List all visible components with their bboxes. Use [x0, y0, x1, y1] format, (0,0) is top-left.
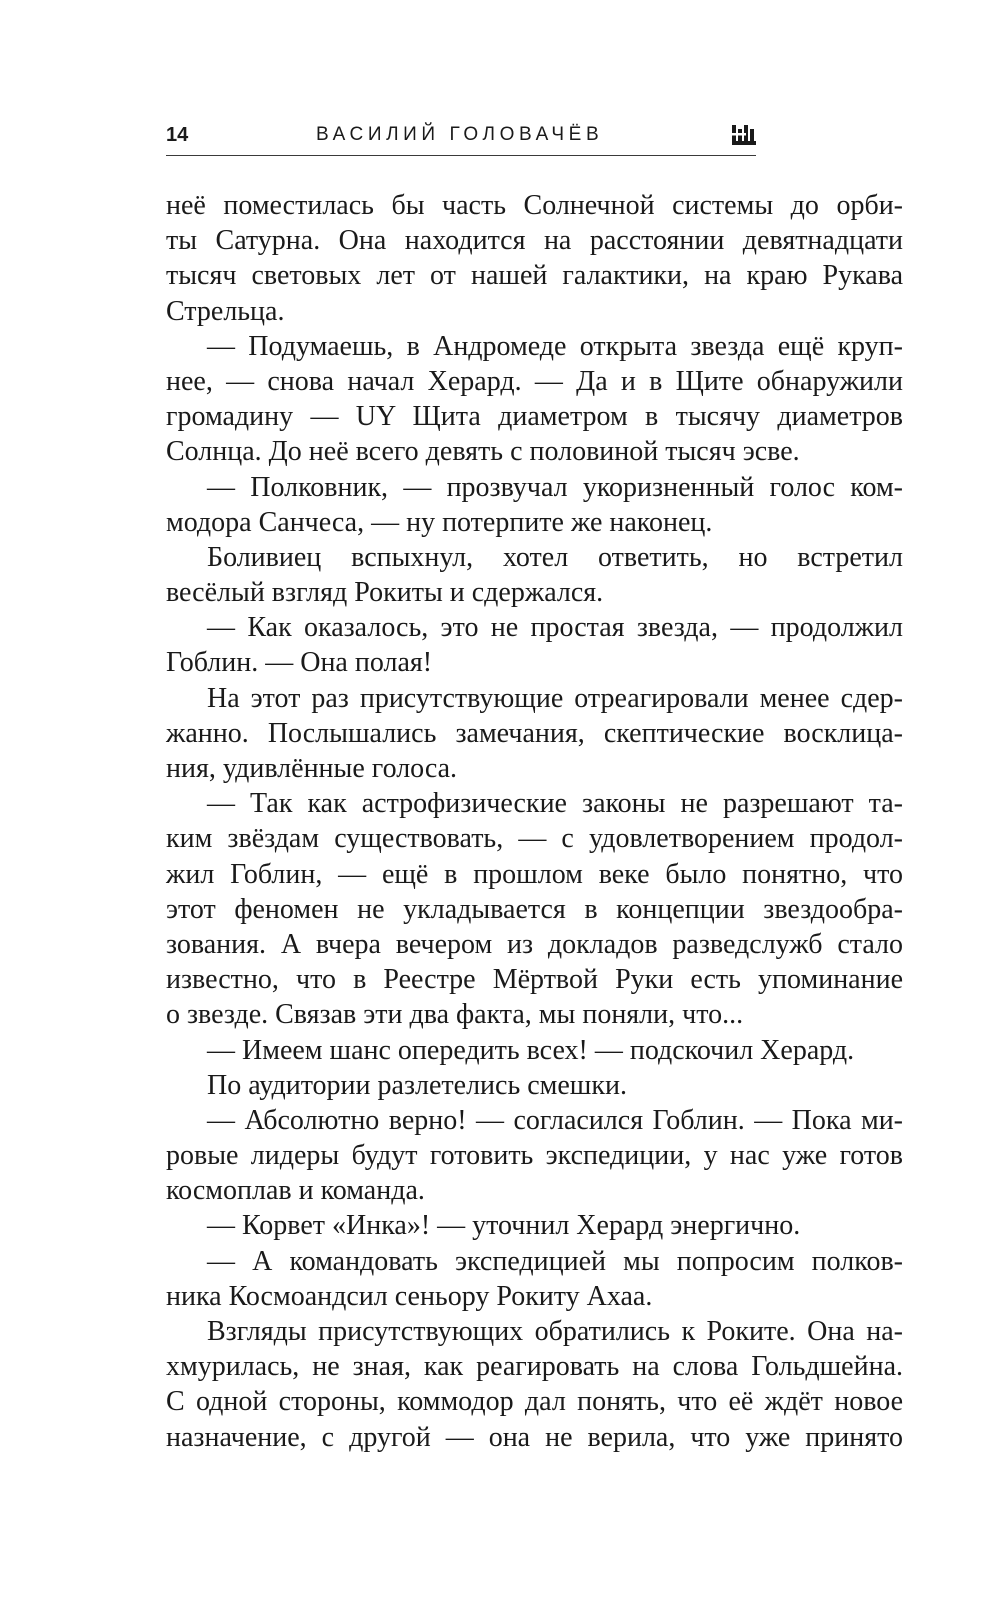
text-line: ровые лидеры будут готовить экспедиции, у нас уже готов: [166, 1140, 903, 1172]
text-line: — Так как астрофизические законы не разрешают та-: [207, 788, 903, 820]
text-line: Взгляды присутствующих обратились к Роките. Она на-: [207, 1316, 903, 1347]
text-line: Солнца. До неё всего девять с половиной тысяч эсве.: [166, 436, 800, 468]
text-line: ния, удивлённые голоса.: [166, 753, 458, 784]
text-line: известно, что в Реестре Мёртвой Руки есть упоминание: [166, 964, 903, 996]
text-line: неё поместилась бы часть Солнечной системы до орби-: [166, 190, 903, 221]
text-line: — Имеем шанс опередить всех! — подскочил Херард.: [207, 1034, 855, 1066]
text-line: нее, — снова начал Херард. — Да и в Щите обнаружили: [166, 365, 903, 397]
text-line: громадину — UY Щита диаметром в тысячу диаметров: [166, 401, 903, 433]
text-line: этот феномен не укладывается в концепции звездообра-: [166, 893, 903, 925]
text-line: — А командовать экспедицией мы попросим полков-: [207, 1245, 903, 1277]
text-line: ты Сатурна. Она находится на расстоянии девятнадцати: [166, 225, 903, 257]
text-line: жил Гоблин, — ещё в прошлом веке было понятно, что: [166, 858, 903, 890]
text-line: тысяч световых лет от нашей галактики, на краю Рукава: [166, 260, 903, 292]
running-head: [166, 123, 756, 156]
text-line: модора Санчеса, — ну потерпите же наконец.: [166, 506, 713, 538]
text-line: весёлый взгляд Рокиты и сдержался.: [166, 577, 604, 609]
page-number: 14: [166, 124, 189, 146]
text-line: — Подумаешь, в Андромеде открыта звезда ещё круп-: [207, 330, 903, 362]
text-line: назначение, с другой — она не верила, что уже принято: [166, 1421, 903, 1453]
text-line: Боливиец вспыхнул, хотел ответить, но встретил: [207, 541, 903, 573]
text-line: космоплав и команда.: [166, 1175, 425, 1207]
text-line: жанно. Послышались замечания, скептические восклица-: [166, 717, 903, 749]
text-line: — Корвет «Инка»! — уточнил Херард энергично.: [207, 1210, 801, 1242]
publisher-logo-icon: [732, 125, 756, 145]
text-line: Стрельца.: [166, 295, 285, 327]
text-line: Гоблин. — Она полая!: [166, 647, 433, 679]
text-line: ким звёздам существовать, — с удовлетворением продол-: [166, 823, 903, 855]
text-line: ника Космоандсил сеньору Рокиту Ахаа.: [166, 1280, 653, 1312]
text-line: зования. А вчера вечером из докладов разведслужб стало: [166, 928, 903, 960]
text-line: — Полковник, — прозвучал укоризненный голос ком-: [207, 471, 903, 503]
text-line: На этот раз присутствующие отреагировали менее сдер-: [207, 682, 903, 714]
text-line: — Абсолютно верно! — согласился Гоблин. — Пока ми-: [207, 1104, 903, 1136]
text-line: — Как оказалось, это не простая звезда, — продолжил: [207, 612, 903, 644]
body-text: [166, 188, 903, 1455]
author-name: ВАСИЛИЙ ГОЛОВАЧЁВ: [316, 124, 604, 145]
text-line: о звезде. Связав эти два факта, мы поняли, что...: [166, 999, 744, 1031]
text-line: С одной стороны, коммодор дал понять, что её ждёт новое: [166, 1386, 903, 1418]
text-line: По аудитории разлетелись смешки.: [207, 1069, 627, 1101]
text-line: хмурилась, не зная, как реагировать на слова Гольдшейна.: [166, 1351, 903, 1383]
